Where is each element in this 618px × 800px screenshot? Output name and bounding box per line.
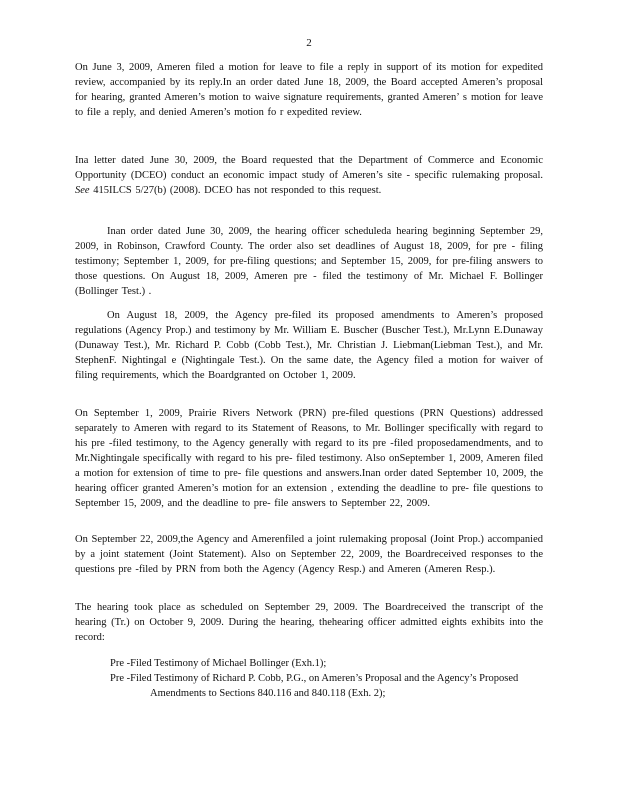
paragraph-motion-reply: On June 3, 2009, Ameren filed a motion for leave to file a reply in support of its motion for expedited review, accompanied by its reply.In an order dated June 18, 2009, the Board accepted Ameren’s proposal for hearing, granted Ameren’s motion to waive signature requirements, granted Ameren’ s motion for leave to file a reply, and denied Ameren’s motion fo r expedited review. <box>75 62 543 118</box>
paragraph-joint-proposal: On September 22, 2009,the Agency and Amerenfiled a joint rulemaking proposal (Joint Prop.) accompanied by a joint statement (Joint Statement). Also on September 22, 2009, the Boardreceived responses to the questions pre -filed by PRN from both the Agency (Agency Resp.) and Ameren (Ameren Resp.). <box>75 534 543 575</box>
paragraph-dceo-text-b: 415ILCS 5/27(b) (2008). DCEO has not responded to this request. <box>89 185 382 196</box>
paragraph-hearing: The hearing took place as scheduled on September 29, 2009. The Boardreceived the transcript of the hearing (Tr.) on October 9, 2009. During the hearing, thehearing officer admitted eights exhibits into the record: <box>75 602 543 643</box>
paragraph-hearing-schedule: Inan order dated June 30, 2009, the hearing officer scheduleda hearing beginning September 29, 2009, in Robinson, Crawford County. The order also set deadlines of August 18, 2009, for pre - filing testimony; September 1, 2009, for pre-filing questions; and September 15, 2009, for pre-filing answers to those questions. On August 18, 2009, Ameren pre - filed the testimony of Mr. Michael F. Bollinger (Bollinger Test.) . <box>75 226 543 297</box>
exhibit-item: Pre -Filed Testimony of Richard P. Cobb, P.G., on Ameren’s Proposal and the Agency’s Proposed Amendments to Sections 840.116 and 840.118 (Exh. 2); <box>110 673 519 699</box>
paragraph-dceo-text-a: Ina letter dated June 30, 2009, the Board requested that the Department of Commerce and Economic Opportunity (DCEO) conduct an economic impact study of Ameren’s site - specific rulemaking proposal. <box>75 155 543 181</box>
exhibit-list <box>110 656 540 701</box>
citation-see: See <box>75 185 90 196</box>
paragraph-dceo-request <box>75 153 543 198</box>
paragraph-prn-questions: On September 1, 2009, Prairie Rivers Network (PRN) pre-filed questions (PRN Questions) addressed separately to Ameren with regard to its Statement of Reasons, to Mr. Bollinger specifically with regard to his pre -filed testimony, to the Agency generally with regard to its pre -filed proposedamendments, and to Mr.Nightingale specifically with regard to his pre- filed testimony. Also onSeptember 1, 2009, Ameren filed a motion for extension of time to pre- file questions and answers.Inan order dated September 10, 2009, the hearing officer granted Ameren’s motion for an extension , extending the deadline to pre- file questions to September 15, 2009, and the deadline to pre- file answers to September 22, 2009. <box>75 408 543 509</box>
page-number: 2 <box>306 37 312 49</box>
paragraph-agency-prefiled: On August 18, 2009, the Agency pre-filed its proposed amendments to Ameren’s proposed regulations (Agency Prop.) and testimony by Mr. William E. Buscher (Buscher Test.), Mr.Lynn E.Dunaway (Dunaway Test.), Mr. Richard P. Cobb (Cobb Test.), Mr. Christian J. Liebman(Liebman Test.), and Mr. StephenF. Nightingal e (Nightingale Test.). On the same date, the Agency filed a motion for waiver of filing requirements, which the Boardgranted on October 1, 2009. <box>75 310 543 381</box>
exhibit-item: Pre -Filed Testimony of Michael Bollinger (Exh.1); <box>110 658 327 669</box>
